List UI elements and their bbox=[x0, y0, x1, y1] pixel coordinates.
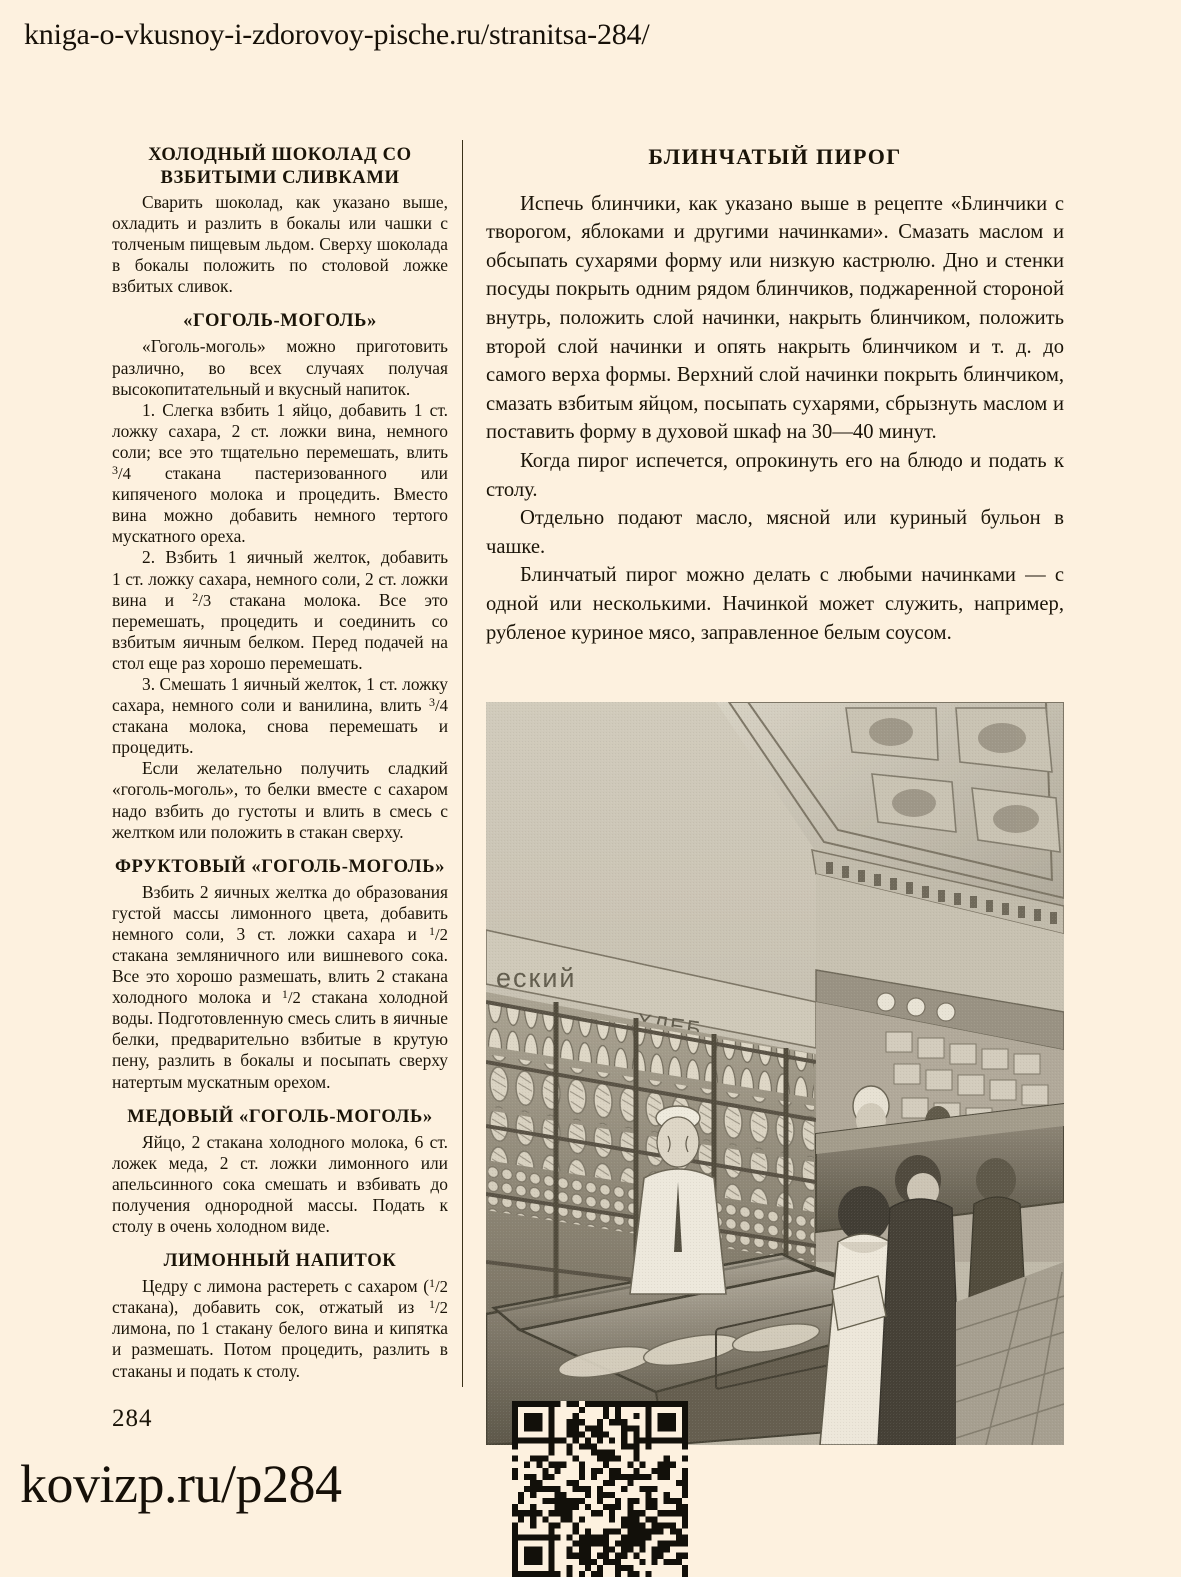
page-number: 284 bbox=[112, 1405, 153, 1432]
paragraph-pirog-1: Испечь блинчики, как указано выше в рецепте «Блинчики с творогом, яблоками и другими начинками». Смазать маслом и обсыпать сухарями форму или низкую кастрюлю. Дно и стенки посуды покрыть одним рядом блинчиков, поджаренной стороной внутрь, положить слой начинки, накрыть блинчиком, положить второй слой начинки и опять накрыть блинчиком и т. д. до самого верха формы. Верхний слой начинки покрыть блинчиком, смазать взбитым яйцом, посыпать сухарями, сбрызнуть маслом и поставить форму в духовой шкаф на 30—40 минут. bbox=[486, 192, 1064, 444]
paragraph-pirog-4: Блинчатый пирог можно делать с любыми начинками — с одной или несколькими. Начинкой может служить, например, рубленое куриное мясо, заправленное белым соусом. bbox=[486, 564, 1064, 644]
paragraph-gogol-3: 3. Смешать 1 яичный желток, 1 ст. ложку сахара, немного соли и ванилина, влить $^3$/4 стакана молока, снова перемешать и процедить. bbox=[112, 673, 448, 758]
section-heading-fruit-gogol: ФРУКТОВЫЙ «ГОГОЛЬ-МОГОЛЬ» bbox=[114, 855, 446, 877]
page-sheet bbox=[0, 68, 1181, 1432]
right-text-column bbox=[486, 143, 1064, 647]
section-heading-gogol-mogol: «ГОГОЛЬ-МОГОЛЬ» bbox=[183, 310, 377, 332]
paragraph-lemon-drink: Цедру с лимона растереть с сахаром ($^1$/2 стакана), добавить сок, отжатый из $^1$/2 лимона, по 1 стакану белого вина и кипятка и размешать. Потом процедить, разлить в стаканы и подать к столу. bbox=[112, 1276, 448, 1381]
paragraph-gogol-1: 1. Слегка взбить 1 яйцо, добавить 1 ст. ложку сахара, 2 ст. ложки вина, немного соли; все это тщательно перемешать, влить $^3$/4 стакана пастеризованного или кипяченого молока и процедить. Вместо вина можно добавить немного тертого мускатного ореха. bbox=[112, 399, 448, 547]
bakery-shop-photo bbox=[486, 702, 1064, 1445]
section-heading-blinchaty-pirog: БЛИНЧАТЫЙ ПИРОГ bbox=[648, 144, 902, 169]
bottom-url-text: kovizp.ru/p284 bbox=[20, 1454, 342, 1514]
paragraph-cold-chocolate-1: Сварить шоколад, как указано выше, охладить и разлить в бокалы или чашки с толченым пищевым льдом. Сверху шоколада в бокалы положить по столовой ложке взбитых сливок. bbox=[112, 192, 448, 297]
paragraph-honey-gogol: Яйцо, 2 стакана холодного молока, 6 ст. ложек меда, 2 ст. ложки лимонного или апельсинного сока смешать и взбивать до получения однородной массы. Подать к столу в очень холодном виде. bbox=[112, 1131, 448, 1237]
paragraph-pirog-3: Отдельно подают масло, мясной или куриный бульон в чашке. bbox=[486, 507, 1064, 558]
paragraph-gogol-sweet: Если желательно получить сладкий «гоголь-моголь», то белки вместе с сахаром надо взбить до густоты и влить в смесь с желтком или положить в стакан сверху. bbox=[112, 758, 448, 842]
paragraph-pirog-2: Когда пирог испечется, опрокинуть его на блюдо и подать к столу. bbox=[486, 449, 1064, 501]
paragraph-gogol-2: 2. Взбить 1 яичный желток, добавить 1 ст. ложку сахара, немного соли, 2 ст. ложки вина и $^2$/3 стакана молока. Все это перемешать, процедить и соединить со взбитым яичным белком. Перед подачей на стол еще раз хорошо перемешать. bbox=[112, 547, 448, 673]
column-divider bbox=[462, 140, 463, 1387]
left-text-column bbox=[112, 143, 448, 1382]
section-heading-honey-gogol: МЕДОВЫЙ «ГОГОЛЬ-МОГОЛЬ» bbox=[127, 1105, 433, 1127]
section-heading-cold-chocolate: ХОЛОДНЫЙ ШОКОЛАД СО ВЗБИТЫМИ СЛИВКАМИ bbox=[148, 144, 412, 188]
section-heading-lemon-drink: ЛИМОННЫЙ НАПИТОК bbox=[163, 1250, 397, 1272]
paragraph-fruit-gogol: Взбить 2 яичных желтка до образования густой массы лимонного цвета, добавить немного соли, 3 ст. ложки сахара и $^1$/2 стакана земляничного или вишневого сока. Все это хорошо размешать, влить 2 стакана холодного молока и $^1$/2 стакана холодной воды. Подготовленную смесь слить в яичные белки, предварительно взбитые в крутую пену, разлить в бокалы и посыпать сверху натертым мускатным орехом. bbox=[112, 881, 448, 1092]
top-url-text: kniga-o-vkusnoy-i-zdorovoy-pische.ru/stranitsa-284/ bbox=[24, 18, 650, 51]
qr-code[interactable] bbox=[512, 1401, 688, 1577]
paragraph-gogol-intro: «Гоголь-моголь» можно приготовить различно, во всех случаях получая высокопитательный и вкусный напиток. bbox=[112, 336, 448, 399]
